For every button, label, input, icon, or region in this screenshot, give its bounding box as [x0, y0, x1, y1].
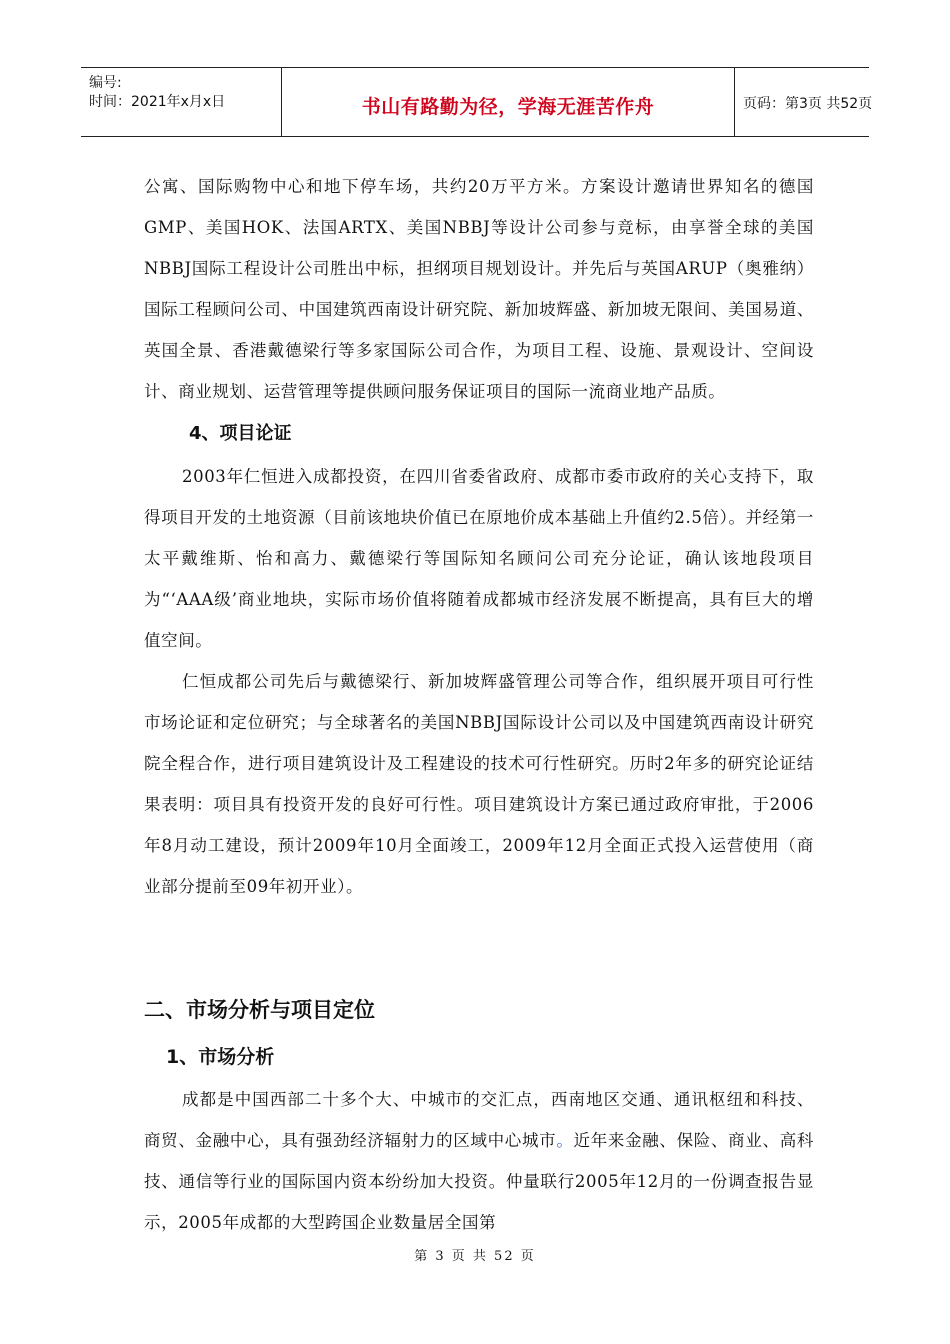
chapter-heading-market-analysis: 二、市场分析与项目定位: [144, 998, 375, 1022]
paragraph-chengdu-part1: 成都是中国西部二十多个大、中城市的交汇点，西南地区交通、通讯枢纽和科技、商贸、金融中心，具有强劲经济辐射力的区域中心城市: [144, 1090, 814, 1150]
paragraph-chengdu-period: 。: [556, 1131, 574, 1150]
paragraph-feasibility: 仁恒成都公司先后与戴德梁行、新加坡辉盛管理公司等合作，组织展开项目可行性市场论证和定位研究；与全球著名的美国NBBJ国际设计公司以及中国建筑西南设计研究院全程合作，进行项目建筑设计及工程建设的技术可行性研究。历时2年多的研究论证结果表明：项目具有投资开发的良好可行性。项目建筑设计方案已通过政府审批，于2006年8月动工建设，预计2009年10月全面竣工，2009年12月全面正式投入运营使用（商业部分提前至09年初开业）。: [144, 672, 814, 896]
page-footer: 第 3 页 共 52 页: [414, 1249, 536, 1264]
paragraph-chengdu-part2: 近年来金融、保险、商业、高科技、通信等行业的国际国内资本纷纷加大投资。仲量联行2005年12月的一份调查报告显示，2005年成都的大型跨国企业数量居全国第: [144, 1131, 814, 1232]
header-page-cell: [735, 68, 873, 136]
document-body: [144, 166, 814, 1243]
header-motto-cell: [282, 68, 735, 136]
document-date-label: 时间：2021年x月x日: [89, 94, 226, 110]
section-heading-market-analysis: 1、市场分析: [166, 1046, 275, 1068]
header-meta-cell: [81, 68, 282, 136]
paragraph-chengdu-market: [144, 1079, 814, 1243]
header-page-number: 页码：第3页 共52页: [743, 96, 873, 112]
section-heading-project-argument: 4、项目论证: [189, 423, 292, 444]
header-motto: 书山有路勤为径，学海无涯苦作舟: [361, 96, 655, 118]
paragraph-project-intro: 公寓、国际购物中心和地下停车场，共约20万平方米。方案设计邀请世界知名的德国GMP、美国HOK、法国ARTX、美国NBBJ等设计公司参与竞标，由享誉全球的美国NBBJ国际工程设计公司胜出中标，担纲项目规划设计。并先后与英国ARUP（奥雅纳）国际工程顾问公司、中国建筑西南设计研究院、新加坡辉盛、新加坡无限间、美国易道、英国全景、香港戴德梁行等多家国际公司合作，为项目工程、设施、景观设计、空间设计、商业规划、运营管理等提供顾问服务保证项目的国际一流商业地产品质。: [144, 177, 814, 401]
chapter-wrap: [144, 985, 814, 1035]
paragraph-investment: 2003年仁恒进入成都投资，在四川省委省政府、成都市委市政府的关心支持下，取得项目开发的土地资源（目前该地块价值已在原地价成本基础上升值约2.5倍）。并经第一太平戴维斯、怡和高力、戴德梁行等国际知名顾问公司充分论证，确认该地段项目为“‘AAA级’商业地块，实际市场价值将随着成都城市经济发展不断提高，具有巨大的增值空间。: [144, 467, 814, 650]
page-header: [81, 67, 873, 137]
document-number-label: 编号:: [89, 75, 122, 91]
